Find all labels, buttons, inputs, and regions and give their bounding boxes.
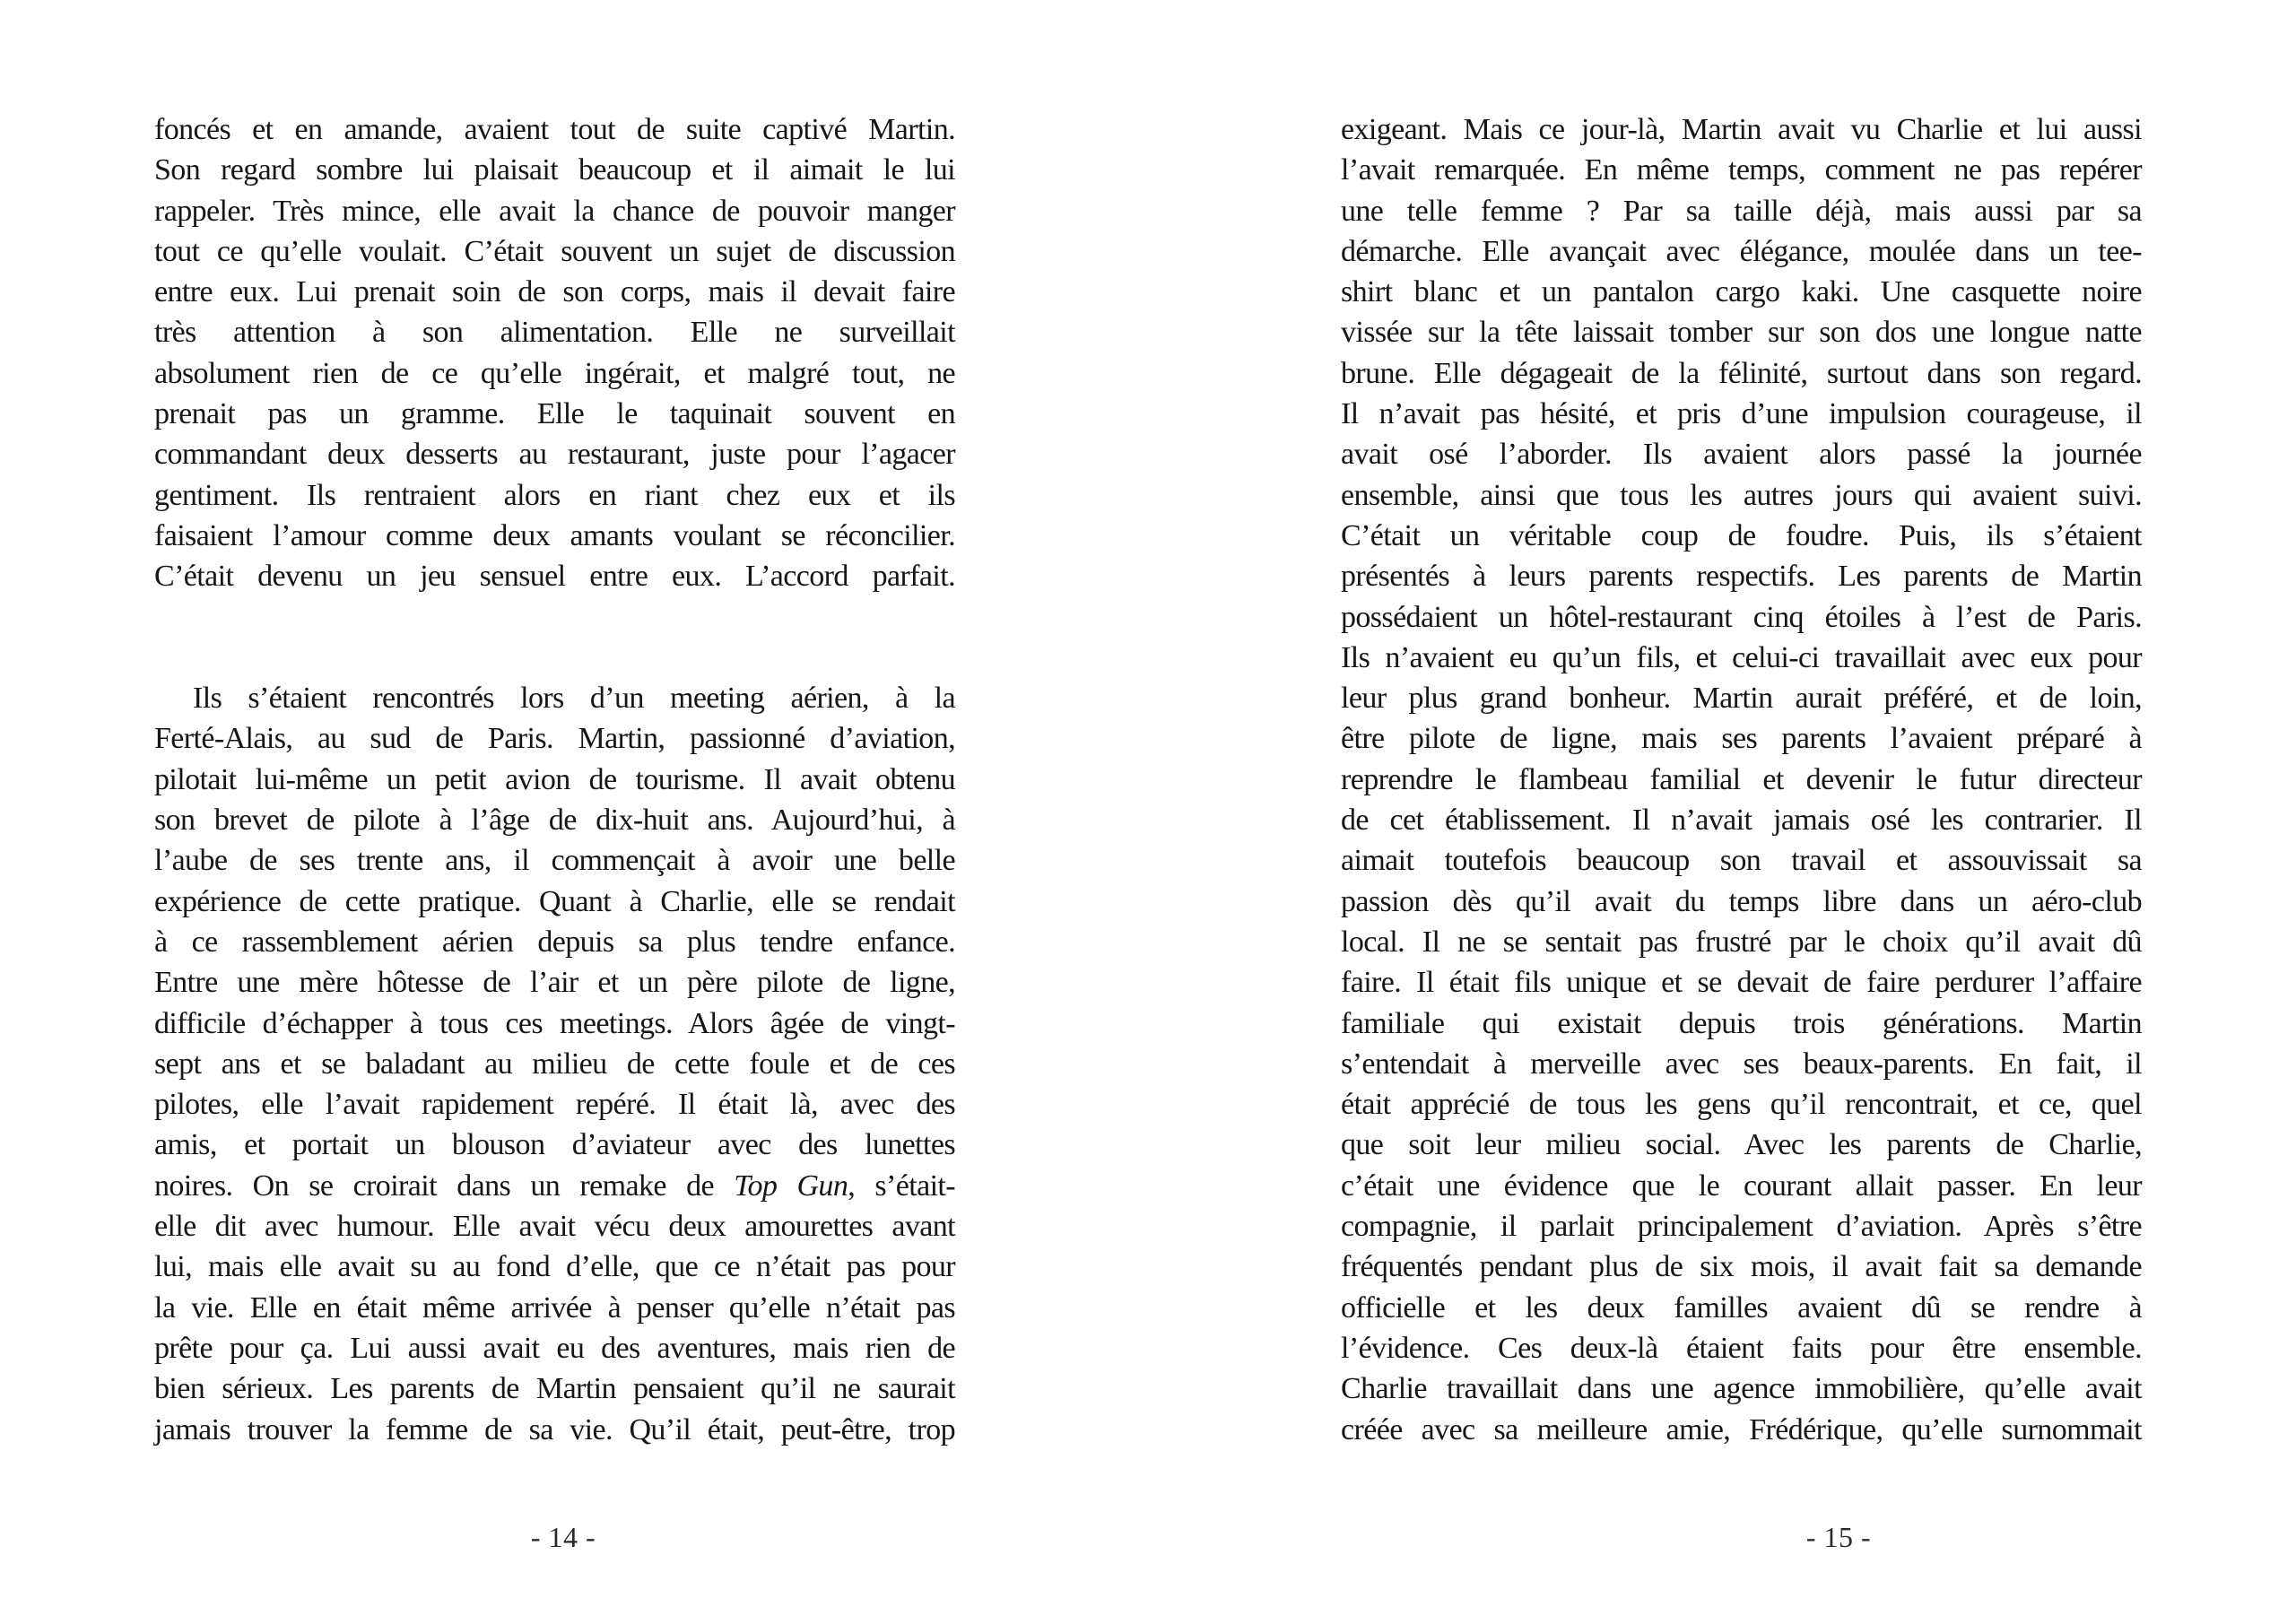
- text-line: faisaient l’amour comme deux amants voulant se réconcilier.: [154, 518, 955, 552]
- right-page-text-column: [1341, 109, 2142, 1450]
- text-line: prête pour ça. Lui aussi avait eu des aventures, mais rien de: [154, 1331, 955, 1365]
- italic-title: Top Gun: [734, 1168, 848, 1203]
- text-line: exigeant. Mais ce jour-là, Martin avait vu Charlie et lui aussi: [1341, 113, 2142, 146]
- text-line: démarche. Elle avançait avec élégance, moulée dans un tee-: [1341, 234, 2142, 268]
- text-line: leur plus grand bonheur. Martin aurait préféré, et de loin,: [1341, 682, 2142, 716]
- text-run: , s’était-: [848, 1168, 955, 1203]
- text-line: tout ce qu’elle voulait. C’était souvent un sujet de discussion: [154, 234, 955, 268]
- text-line: jamais trouver la femme de sa vie. Qu’il était, peut-être, trop: [154, 1412, 955, 1446]
- text-line: Son regard sombre lui plaisait beaucoup et il aimait le lui: [154, 153, 955, 187]
- text-line: était apprécié de tous les gens qu’il rencontrait, et ce, quel: [1341, 1088, 2142, 1122]
- text-line: brune. Elle dégageait de la félinité, surtout dans son regard.: [1341, 356, 2142, 390]
- text-line: compagnie, il parlait principalement d’aviation. Après s’être: [1341, 1210, 2142, 1244]
- text-line: rappeler. Très mince, elle avait la chance de pouvoir manger: [154, 194, 955, 228]
- text-line: lui, mais elle avait su au fond d’elle, que ce n’était pas pour: [154, 1250, 955, 1284]
- text-line: C’était un véritable coup de foudre. Puis, ils s’étaient: [1341, 518, 2142, 552]
- text-line: shirt blanc et un pantalon cargo kaki. Une casquette noire: [1341, 275, 2142, 309]
- text-line: local. Il ne se sentait pas frustré par le choix qu’il avait dû: [1341, 925, 2142, 959]
- text-line: passion dès qu’il avait du temps libre dans un aéro-club: [1341, 884, 2142, 918]
- text-line: Ils s’étaient rencontrés lors d’un meeting aérien, à la: [193, 682, 955, 716]
- text-line: Il n’avait pas hésité, et pris d’une impulsion courageuse, il: [1341, 397, 2142, 431]
- text-line: pilotait lui-même un petit avion de tourisme. Il avait obtenu: [154, 762, 955, 796]
- text-line: de cet établissement. Il n’avait jamais osé les contrarier. Il: [1341, 804, 2142, 838]
- text-line: s’entendait à merveille avec ses beaux-parents. En fait, il: [1341, 1047, 2142, 1081]
- text-line: son brevet de pilote à l’âge de dix-huit ans. Aujourd’hui, à: [154, 804, 955, 838]
- text-line: l’évidence. Ces deux-là étaient faits pour être ensemble.: [1341, 1331, 2142, 1365]
- text-line: l’aube de ses trente ans, il commençait à avoir une belle: [154, 844, 955, 878]
- text-line: familiale qui existait depuis trois générations. Martin: [1341, 1006, 2142, 1040]
- text-line: être pilote de ligne, mais ses parents l’avaient préparé à: [1341, 722, 2142, 756]
- text-line: [154, 1166, 955, 1206]
- text-line: avait osé l’aborder. Ils avaient alors passé la journée: [1341, 438, 2142, 472]
- paragraph: [154, 109, 955, 597]
- page-number-right: - 15 -: [1805, 1521, 1872, 1553]
- text-line: amis, et portait un blouson d’aviateur avec des lunettes: [154, 1128, 955, 1162]
- text-line: que soit leur milieu social. Avec les parents de Charlie,: [1341, 1128, 2142, 1162]
- text-line: expérience de cette pratique. Quant à Charlie, elle se rendait: [154, 884, 955, 918]
- text-line: c’était une évidence que le courant allait passer. En leur: [1341, 1168, 2142, 1203]
- text-line: vissée sur la tête laissait tomber sur son dos une longue natte: [1341, 316, 2142, 350]
- text-line: une telle femme ? Par sa taille déjà, mais aussi par sa: [1341, 194, 2142, 228]
- text-run: noires. On se croirait dans un remake de: [154, 1168, 735, 1203]
- text-line: Entre une mère hôtesse de l’air et un père pilote de ligne,: [154, 966, 955, 1000]
- text-line: ensemble, ainsi que tous les autres jours qui avaient suivi.: [1341, 478, 2142, 512]
- text-line: C’était devenu un jeu sensuel entre eux. L’accord parfait.: [154, 560, 955, 594]
- text-line: présentés à leurs parents respectifs. Les parents de Martin: [1341, 560, 2142, 594]
- text-line: elle dit avec humour. Elle avait vécu deux amourettes avant: [154, 1210, 955, 1244]
- text-line: la vie. Elle en était même arrivée à penser qu’elle n’était pas: [154, 1290, 955, 1325]
- text-line: foncés et en amande, avaient tout de suite captivé Martin.: [154, 113, 955, 146]
- text-line: difficile d’échapper à tous ces meetings. Alors âgée de vingt-: [154, 1006, 955, 1040]
- text-line: Charlie travaillait dans une agence immobilière, qu’elle avait: [1341, 1372, 2142, 1406]
- text-line: créée avec sa meilleure amie, Frédérique, qu’elle surnommait: [1341, 1412, 2142, 1446]
- text-line: Ils n’avaient eu qu’un fils, et celui-ci travaillait avec eux pour: [1341, 640, 2142, 674]
- text-line: prenait pas un gramme. Elle le taquinait souvent en: [154, 397, 955, 431]
- text-line: possédaient un hôtel-restaurant cinq étoiles à l’est de Paris.: [1341, 600, 2142, 634]
- paragraph: [1341, 109, 2142, 1450]
- text-line: bien sérieux. Les parents de Martin pensaient qu’il ne saurait: [154, 1372, 955, 1406]
- text-line: entre eux. Lui prenait soin de son corps, mais il devait faire: [154, 275, 955, 309]
- text-line: pilotes, elle l’avait rapidement repéré. Il était là, avec des: [154, 1088, 955, 1122]
- text-line: commandant deux desserts au restaurant, juste pour l’agacer: [154, 438, 955, 472]
- text-line: Ferté-Alais, au sud de Paris. Martin, passionné d’aviation,: [154, 722, 955, 756]
- text-line: très attention à son alimentation. Elle ne surveillait: [154, 316, 955, 350]
- text-line: aimait toutefois beaucoup son travail et assouvissait sa: [1341, 844, 2142, 878]
- left-page-text-column: [154, 109, 955, 1450]
- text-line: sept ans et se baladant au milieu de cette foule et de ces: [154, 1047, 955, 1081]
- text-line: reprendre le flambeau familial et devenir le futur directeur: [1341, 762, 2142, 796]
- page-number-left: - 14 -: [530, 1521, 596, 1553]
- paragraph: [154, 678, 955, 1450]
- text-line: faire. Il était fils unique et se devait de faire perdurer l’affaire: [1341, 966, 2142, 1000]
- text-line: fréquentés pendant plus de six mois, il avait fait sa demande: [1341, 1250, 2142, 1284]
- text-line: à ce rassemblement aérien depuis sa plus tendre enfance.: [154, 925, 955, 959]
- right-page: [1148, 0, 2296, 1607]
- text-line: l’avait remarquée. En même temps, comment ne pas repérer: [1341, 153, 2142, 187]
- text-line: absolument rien de ce qu’elle ingérait, et malgré tout, ne: [154, 356, 955, 390]
- text-line: gentiment. Ils rentraient alors en riant chez eux et ils: [154, 478, 955, 512]
- text-line: officielle et les deux familles avaient dû se rendre à: [1341, 1290, 2142, 1325]
